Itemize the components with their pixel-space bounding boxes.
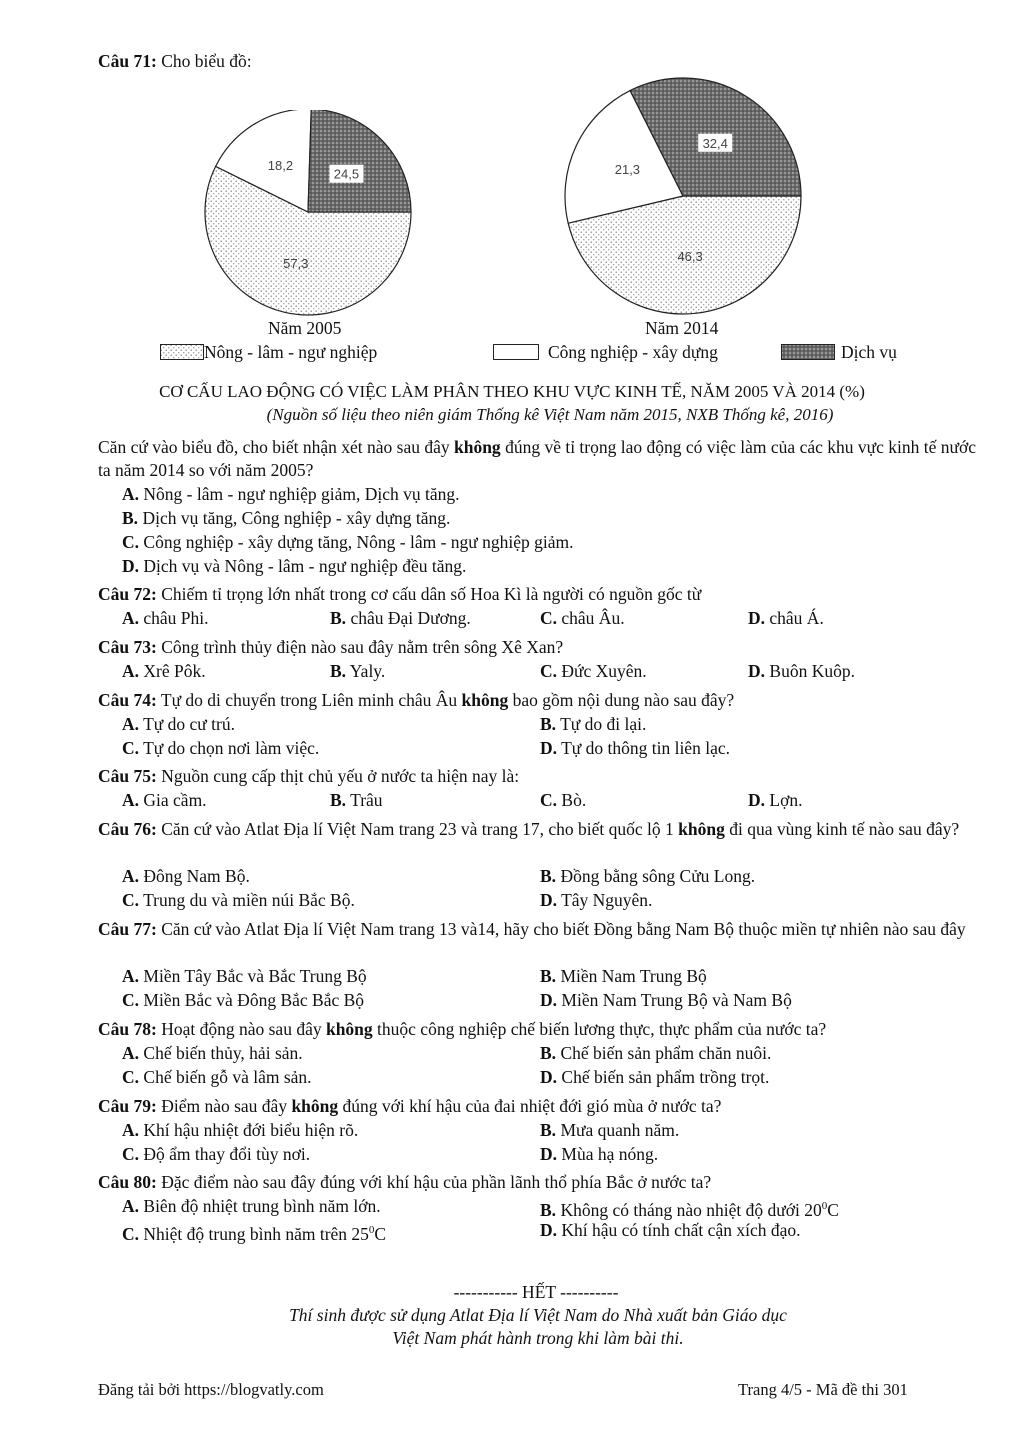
option-text: Không có tháng nào nhiệt độ dưới 20 [556, 1199, 822, 1220]
legend-swatch-services [781, 344, 835, 360]
legend-swatch-agriculture [160, 344, 204, 360]
footer-left: Đăng tải bởi https://blogvatly.com [98, 1380, 324, 1399]
legend-label-industry: Công nghiệp - xây dựng [548, 342, 718, 362]
question-label: Câu 79: [98, 1096, 157, 1116]
option-label: B. [330, 608, 347, 628]
option-label: A. [122, 1120, 140, 1140]
option-c [540, 660, 647, 683]
option-b [540, 1119, 679, 1142]
end-marker: ----------- HẾT ---------- [453, 1282, 619, 1302]
option-text: Trâu [346, 790, 383, 810]
legend-label-agriculture: Nông - lâm - ngư nghiệp [204, 342, 378, 362]
option-b [540, 713, 646, 736]
option-unit: C [374, 1223, 387, 1244]
option-label: D. [540, 1067, 558, 1087]
question-text: Nguồn cung cấp thịt chủ yếu ở nước ta hiện nay là: [156, 766, 520, 786]
legend-swatch-industry [493, 344, 539, 360]
option-text: Yaly. [346, 661, 386, 681]
option-text: Gia cầm. [139, 790, 207, 810]
option-text: châu Phi. [139, 608, 209, 628]
option-d [540, 737, 730, 760]
option-a [122, 965, 367, 988]
question-75 [98, 765, 978, 788]
option-text: Miền Tây Bắc và Bắc Trung Bộ [139, 966, 367, 986]
option-text: Khí hậu nhiệt đới biểu hiện rõ. [139, 1120, 359, 1140]
question-77 [98, 918, 978, 941]
option-label: C. [122, 532, 140, 552]
option-label: C. [540, 661, 558, 681]
option-unit: C [827, 1199, 839, 1220]
option-label: C. [122, 990, 140, 1010]
option-label: D. [540, 890, 558, 910]
option-d [540, 1143, 658, 1166]
option-label: C. [122, 1067, 140, 1087]
question-78 [98, 1018, 978, 1041]
question-73 [98, 636, 978, 659]
option-label: D. [122, 556, 140, 576]
option-d [748, 660, 855, 683]
superscript-degree: 0 [821, 1200, 828, 1212]
option-text: Công nghiệp - xây dựng tăng, Nông - lâm - ngư nghiệp giảm. [139, 532, 574, 552]
option-a [122, 1042, 303, 1065]
question-text: thuộc công nghiệp chế biến lương thực, thực phẩm của nước ta? [372, 1019, 827, 1039]
option-label: D. [540, 738, 558, 758]
option-b [122, 507, 450, 530]
option-text: Lợn. [765, 790, 803, 810]
question-text: Căn cứ vào Atlat Địa lí Việt Nam trang 13 và14, hãy cho biết Đồng bằng Nam Bộ thuộc miền tự nhiên nào sau đây [156, 919, 966, 939]
option-a [122, 660, 206, 683]
slice-agriculture-label: 46,3 [677, 248, 703, 264]
option-a [122, 713, 235, 736]
chart-title-2014: Năm 2014 [645, 318, 719, 338]
stem-emphasis: không [453, 437, 501, 457]
option-text: châu Á. [765, 608, 824, 628]
option-text: châu Đại Dương. [346, 608, 471, 628]
question-text: Căn cứ vào Atlat Địa lí Việt Nam trang 23 và trang 17, cho biết quốc lộ 1 [156, 819, 679, 839]
option-label: C. [122, 1223, 140, 1244]
option-text: Mưa quanh năm. [556, 1120, 680, 1140]
option-label: C. [122, 890, 140, 910]
option-label: A. [122, 1043, 140, 1063]
option-label: A. [122, 1196, 140, 1216]
option-c [122, 889, 355, 912]
option-text: Chế biến sản phẩm chăn nuôi. [556, 1043, 772, 1063]
question-label: Câu 71: [98, 51, 157, 71]
option-text: Khí hậu có tính chất cận xích đạo. [557, 1220, 801, 1240]
chart-title-2005: Năm 2005 [268, 318, 342, 338]
option-c [540, 607, 625, 630]
question-76 [98, 818, 978, 841]
option-text: Chế biến thủy, hải sản. [139, 1043, 303, 1063]
option-b [540, 1195, 839, 1222]
option-c [122, 1143, 310, 1166]
option-text: Tự do cư trú. [139, 714, 235, 734]
question-label: Câu 76: [98, 819, 157, 839]
option-label: C. [122, 1144, 140, 1164]
option-label: A. [122, 714, 140, 734]
end-note-line1: Thí sinh được sử dụng Atlat Địa lí Việt Nam do Nhà xuất bản Giáo dục [289, 1305, 787, 1325]
option-label: B. [540, 1043, 557, 1063]
option-d [540, 1066, 769, 1089]
question-72 [98, 583, 978, 606]
option-text: Chế biến sản phẩm trồng trọt. [557, 1067, 770, 1087]
slice-services [308, 110, 411, 212]
footer-right: Trang 4/5 - Mã đề thi 301 [738, 1380, 908, 1399]
question-emphasis: không [461, 690, 509, 710]
option-text: Biên độ nhiệt trung bình năm lớn. [139, 1196, 381, 1216]
question-emphasis: không [325, 1019, 373, 1039]
option-label: B. [540, 866, 557, 886]
option-text: Tây Nguyên. [557, 890, 653, 910]
question-label: Câu 75: [98, 766, 157, 786]
option-c [122, 1219, 386, 1246]
option-text: Miền Nam Trung Bộ [556, 966, 707, 986]
stem-text: Căn cứ vào biểu đồ, cho biết nhận xét nào sau đây [98, 437, 454, 457]
option-text: Bò. [557, 790, 587, 810]
option-text: Trung du và miền núi Bắc Bộ. [139, 890, 355, 910]
question-emphasis: không [291, 1096, 339, 1116]
option-text: Dịch vụ tăng, Công nghiệp - xây dựng tăng. [138, 508, 451, 528]
question-label: Câu 74: [98, 690, 157, 710]
option-label: B. [330, 790, 347, 810]
slice-industry-label: 18,2 [267, 158, 294, 174]
option-label: B. [540, 714, 557, 734]
question-text: Công trình thủy điện nào sau đây nằm trên sông Xê Xan? [156, 637, 564, 657]
option-label: C. [122, 738, 140, 758]
question-label: Câu 78: [98, 1019, 157, 1039]
option-label: B. [540, 966, 557, 986]
slice-services-label: 24,5 [333, 166, 360, 182]
question-text: đúng với khí hậu của đai nhiệt đới gió mùa ở nước ta? [338, 1096, 722, 1116]
option-b [540, 865, 755, 888]
option-label: A. [122, 966, 140, 986]
question-text: Hoạt động nào sau đây [156, 1019, 326, 1039]
question-label: Câu 72: [98, 584, 157, 604]
question-text: Điểm nào sau đây [156, 1096, 292, 1116]
option-text: Miền Nam Trung Bộ và Nam Bộ [557, 990, 792, 1010]
option-label: B. [330, 661, 347, 681]
option-d [540, 889, 652, 912]
option-d [540, 989, 792, 1012]
option-a [122, 483, 460, 506]
question-text: đi qua vùng kinh tế nào sau đây? [724, 819, 960, 839]
pie-chart-2014 [560, 76, 810, 316]
question-text: Tự do di chuyển trong Liên minh châu Âu [156, 690, 462, 710]
option-text: Chế biến gỗ và lâm sản. [139, 1067, 312, 1087]
option-label: D. [540, 990, 558, 1010]
option-text: Tự do đi lại. [556, 714, 647, 734]
question-emphasis: không [678, 819, 725, 839]
option-label: C. [540, 790, 558, 810]
question-text: Cho biểu đồ: [156, 51, 252, 71]
option-c [122, 989, 364, 1012]
option-text: Tự do chọn nơi làm việc. [139, 738, 320, 758]
option-label: A. [122, 790, 140, 810]
option-c [540, 789, 586, 812]
question-80 [98, 1171, 978, 1194]
option-text: Đức Xuyên. [557, 661, 647, 681]
option-label: A. [122, 608, 140, 628]
option-text: Nhiệt độ trung bình năm trên 25 [139, 1223, 369, 1244]
option-a [122, 607, 209, 630]
option-text: Đông Nam Bộ. [139, 866, 250, 886]
superscript-degree: 0 [368, 1224, 375, 1236]
option-d [540, 1219, 800, 1242]
option-label: B. [540, 1120, 557, 1140]
end-note-line2: Việt Nam phát hành trong khi làm bài thi. [392, 1328, 684, 1348]
option-label: A. [122, 866, 140, 886]
option-b [540, 1042, 771, 1065]
option-b [540, 965, 707, 988]
option-a [122, 865, 250, 888]
option-a [122, 789, 207, 812]
option-label: A. [122, 661, 140, 681]
chart-caption: CƠ CẤU LAO ĐỘNG CÓ VIỆC LÀM PHÂN THEO KHU VỰC KINH TẾ, NĂM 2005 VÀ 2014 (%) [159, 382, 865, 401]
option-text: Buôn Kuôp. [765, 661, 855, 681]
chart-source: (Nguồn số liệu theo niên giám Thống kê Việt Nam năm 2015, NXB Thống kê, 2016) [266, 405, 834, 424]
option-label: D. [748, 790, 766, 810]
option-label: B. [122, 508, 139, 528]
question-79 [98, 1095, 978, 1118]
slice-agriculture-label: 57,3 [283, 256, 309, 272]
legend-label-services: Dịch vụ [841, 342, 897, 362]
pie-chart-2005 [200, 110, 416, 316]
question-71 [98, 50, 978, 73]
stem-text: đúng về tỉ trọng lao động có việc làm của các khu vực kinh tế nước ta năm 2014 so với năm 2005? [98, 437, 976, 480]
question-label: Câu 77: [98, 919, 157, 939]
option-label: D. [748, 661, 766, 681]
option-b [330, 607, 471, 630]
question-text: Chiếm tỉ trọng lớn nhất trong cơ cấu dân số Hoa Kì là người có nguồn gốc từ [156, 584, 702, 604]
question-text: Đặc điểm nào sau đây đúng với khí hậu của phần lãnh thổ phía Bắc ở nước ta? [156, 1172, 712, 1192]
option-d [748, 789, 802, 812]
slice-industry-label: 21,3 [614, 162, 641, 178]
option-text: Miền Bắc và Đông Bắc Bắc Bộ [139, 990, 365, 1010]
option-a [122, 1195, 381, 1218]
option-c [122, 1066, 312, 1089]
option-c [122, 531, 574, 554]
question-label: Câu 80: [98, 1172, 157, 1192]
option-label: D. [540, 1144, 558, 1164]
option-d [122, 555, 466, 578]
option-label: D. [748, 608, 766, 628]
option-label: B. [540, 1199, 557, 1220]
option-label: D. [540, 1220, 558, 1240]
slice-services-label: 32,4 [702, 135, 728, 151]
option-text: Đồng bằng sông Cửu Long. [556, 866, 756, 886]
option-text: Mùa hạ nóng. [557, 1144, 659, 1164]
option-b [330, 660, 385, 683]
option-text: châu Âu. [557, 608, 625, 628]
option-a [122, 1119, 358, 1142]
option-d [748, 607, 824, 630]
option-text: Dịch vụ và Nông - lâm - ngư nghiệp đều tăng. [139, 556, 467, 576]
option-text: Tự do thông tin liên lạc. [557, 738, 730, 758]
option-label: C. [540, 608, 558, 628]
option-label: A. [122, 484, 140, 504]
question-label: Câu 73: [98, 637, 157, 657]
option-b [330, 789, 383, 812]
option-text: Độ ẩm thay đổi tùy nơi. [139, 1144, 311, 1164]
question-74 [98, 689, 978, 712]
question-71-stem [98, 436, 978, 482]
option-text: Xrê Pôk. [139, 661, 206, 681]
question-text: bao gồm nội dung nào sau đây? [508, 690, 735, 710]
option-c [122, 737, 319, 760]
option-text: Nông - lâm - ngư nghiệp giảm, Dịch vụ tăng. [139, 484, 460, 504]
